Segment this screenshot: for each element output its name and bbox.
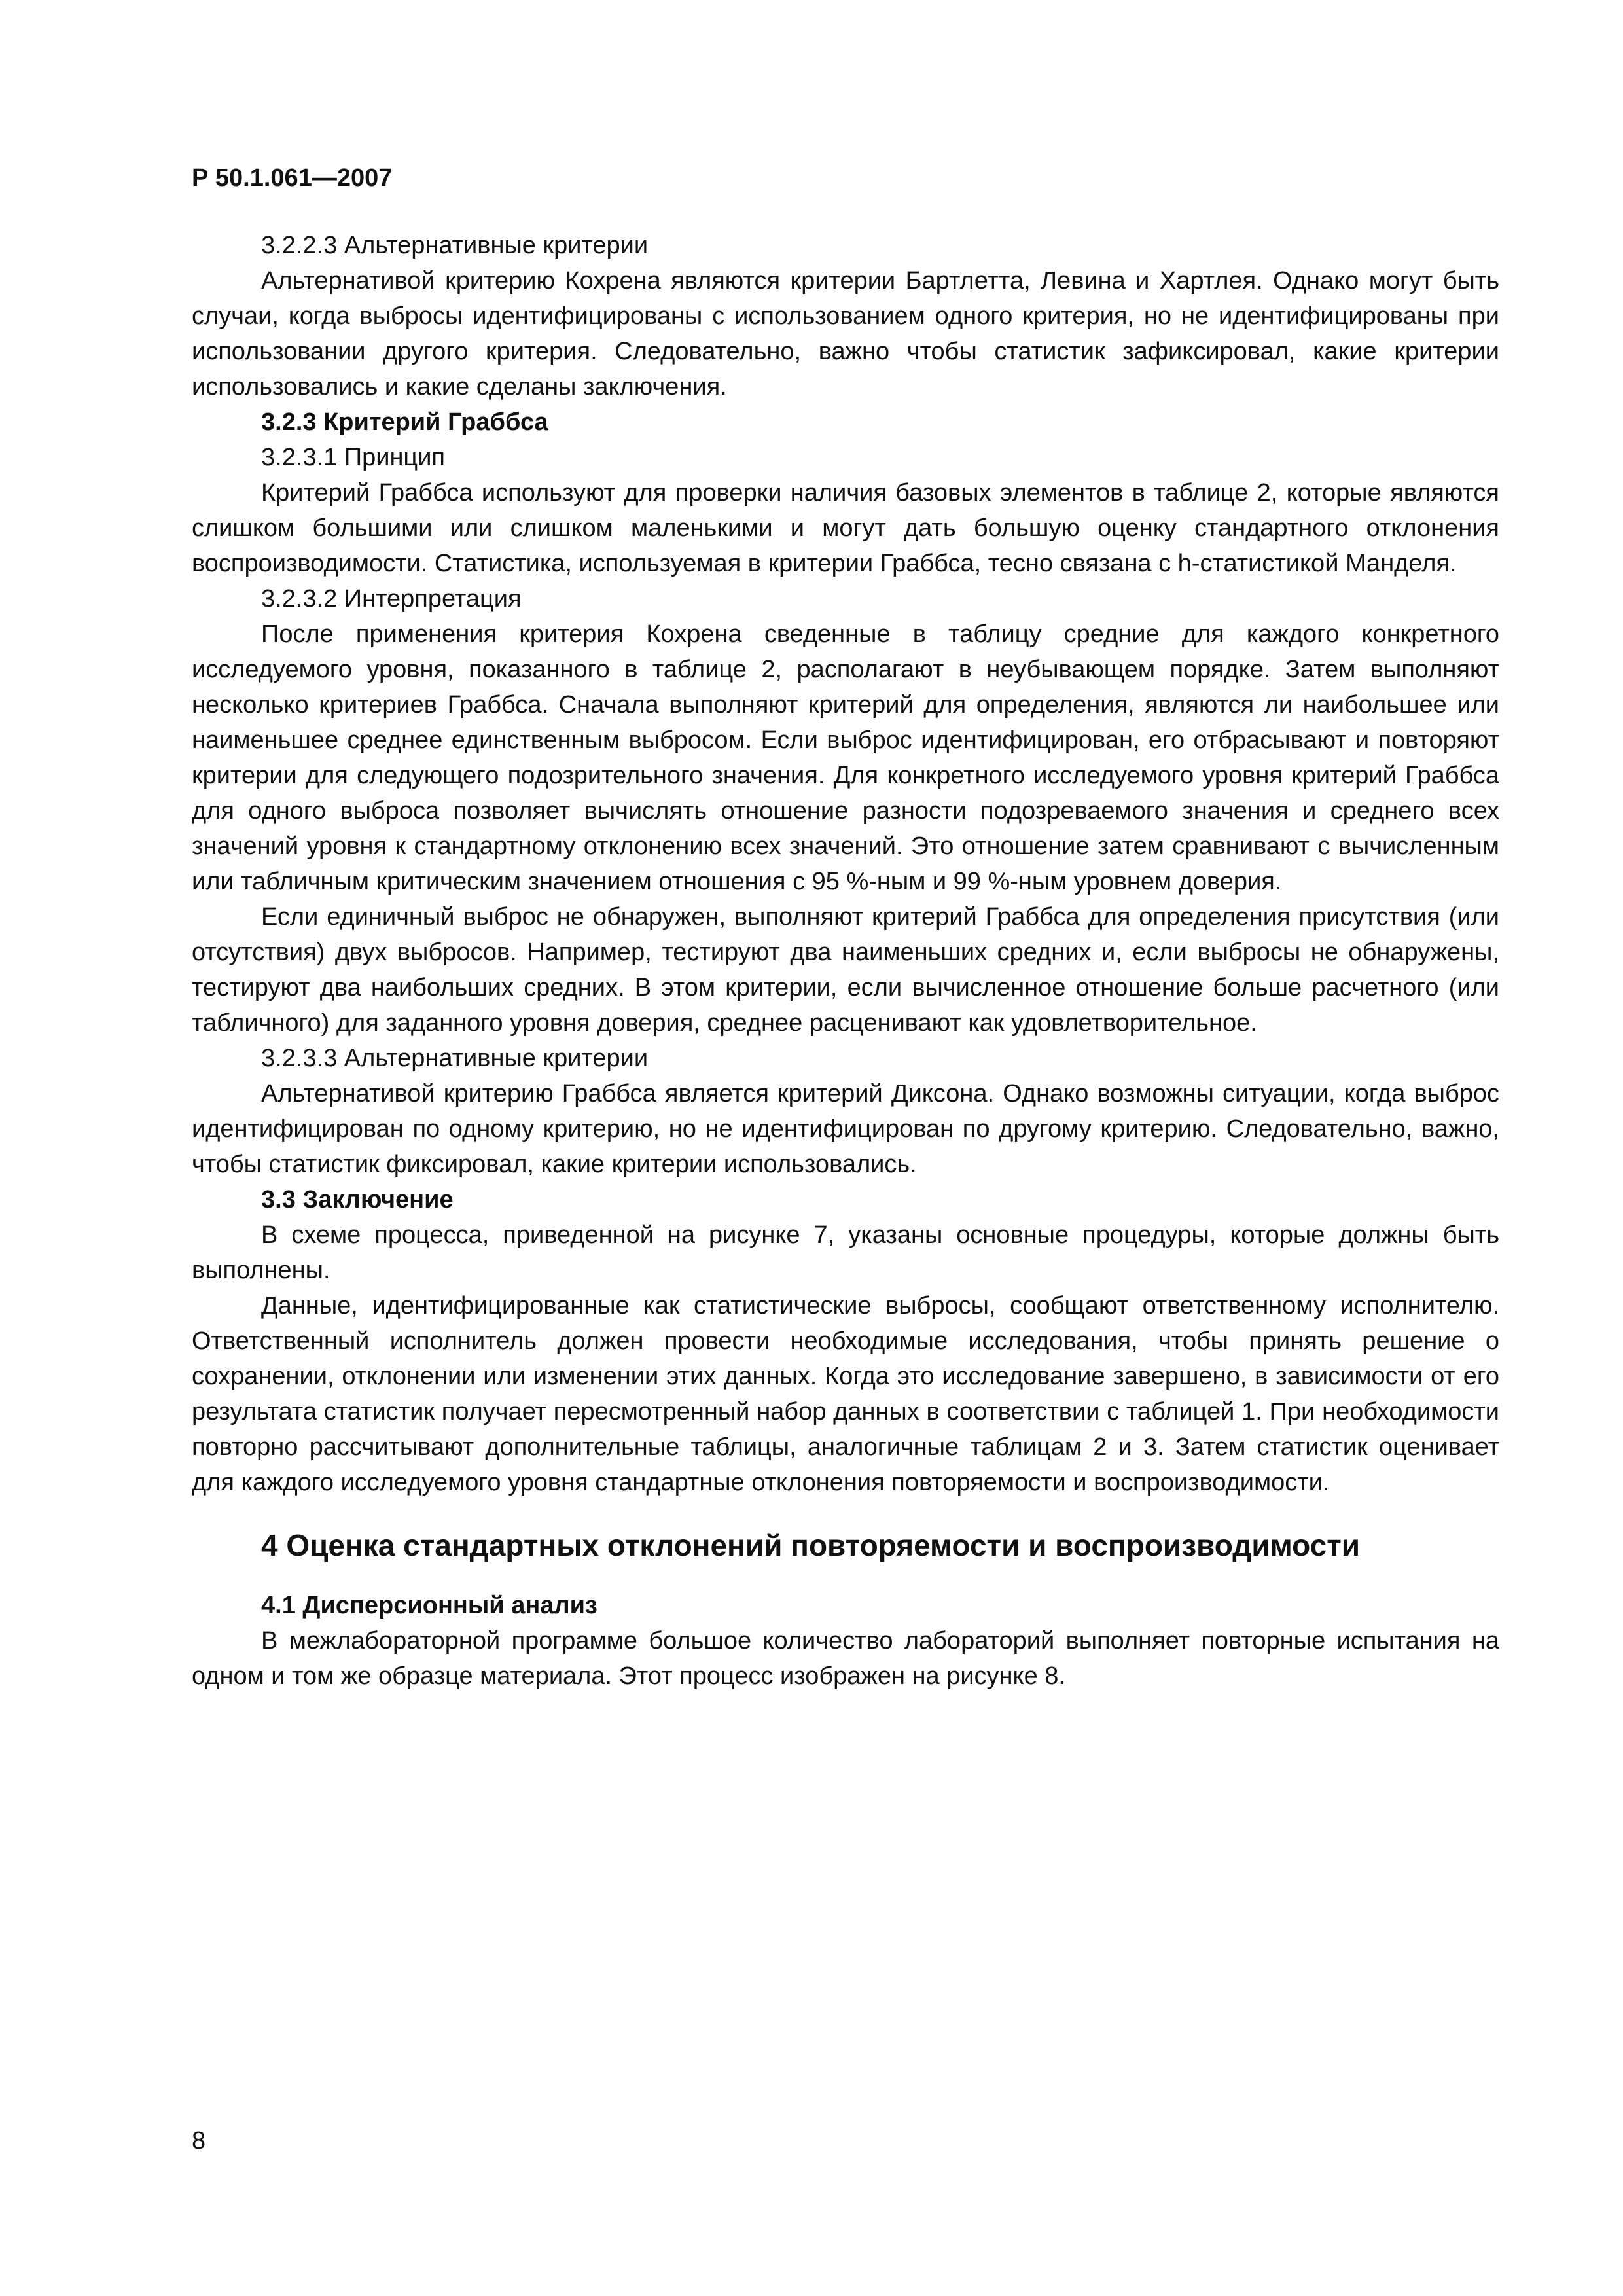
section-heading: 3.3 Заключение <box>261 1186 454 1213</box>
paragraph: После применения критерия Кохрена сведенные в таблицу средние для каждого конкретного исследуемого уровня, показанного в таблице 2, располагают в неубывающем порядке. Затем выполняют несколько критериев Граббса. Сначала выполняют критерий для определения, являются ли наибольшее или наименьшее среднее единственным выбросом. Если выброс идентифицирован, его отбрасывают и повторяют критерии для следующего подозрительного значения. Для конкретного исследуемого уровня критерий Граббса для одного выброса позволяет вычислять отношение разности подозреваемого значения и среднего всех значений уровня к стандартному отклонению всех значений. Это отношение затем сравнивают с вычисленным или табличным критическим значением отношения с 95 %-ным и 99 %-ным уровнем доверия. <box>192 620 1499 895</box>
paragraph: Данные, идентифицированные как статистические выбросы, сообщают ответственному исполнителю. Ответственный исполнитель должен провести необходимые исследования, чтобы принять решение о сохранении, отклонении или изменении этих данных. Когда это исследование завершено, в зависимости от его результата статистик получает пересмотренный набор данных в соответствии с таблицей 1. При необходимости повторно рассчитывают дополнительные таблицы, аналогичные таблицам 2 и 3. Затем статистик оценивает для каждого исследуемого уровня стандартные отклонения повторяемости и воспроизводимости. <box>192 1292 1499 1496</box>
paragraph: Критерий Граббса используют для проверки наличия базовых элементов в таблице 2, которые являются слишком большими или слишком маленькими и могут дать большую оценку стандартного отклонения воспроизводимости. Статистика, используемая в критерии Граббса, тесно связана с h-статистикой Манделя. <box>192 479 1499 577</box>
subsection-heading: 3.2.3.3 Альтернативные критерии <box>261 1045 649 1072</box>
paragraph: Альтернативой критерию Кохрена являются критерии Бартлетта, Левина и Хартлея. Однако могут быть случаи, когда выбросы идентифицированы с использованием одного критерия, но не идентифицированы при использовании другого критерия. Следовательно, важно чтобы статистик зафиксировал, какие критерии использовались и какие сделаны заключения. <box>192 267 1499 401</box>
paragraph: Альтернативой критерию Граббса является критерий Диксона. Однако возможны ситуации, когда выброс идентифицирован по одному критерию, но не идентифицирован по другому критерию. Следовательно, важно, чтобы статистик фиксировал, какие критерии использовались. <box>192 1080 1499 1178</box>
chapter-heading: 4 Оценка стандартных отклонений повторяемости и воспроизводимости <box>261 1528 1360 1562</box>
page-number: 8 <box>192 2127 206 2155</box>
section-heading: 4.1 Дисперсионный анализ <box>261 1592 597 1619</box>
document-body <box>192 228 1499 1694</box>
document-id: Р 50.1.061—2007 <box>192 164 393 192</box>
paragraph: В межлабораторной программе большое количество лабораторий выполняет повторные испытания на одном и том же образце материала. Этот процесс изображен на рисунке 8. <box>192 1627 1499 1690</box>
subsection-heading: 3.2.3.2 Интерпретация <box>261 585 522 613</box>
paragraph: В схеме процесса, приведенной на рисунке 7, указаны основные процедуры, которые должны быть выполнены. <box>192 1221 1499 1284</box>
paragraph: Если единичный выброс не обнаружен, выполняют критерий Граббса для определения присутствия (или отсутствия) двух выбросов. Например, тестируют два наименьших средних и, если выбросы не обнаружены, тестируют два наибольших средних. В этом критерии, если вычисленное отношение больше расчетного (или табличного) для заданного уровня доверия, среднее расценивают как удовлетворительное. <box>192 903 1499 1037</box>
subsection-heading: 3.2.2.3 Альтернативные критерии <box>261 232 649 259</box>
subsection-heading: 3.2.3.1 Принцип <box>261 444 445 471</box>
section-heading: 3.2.3 Критерий Граббса <box>261 408 548 436</box>
